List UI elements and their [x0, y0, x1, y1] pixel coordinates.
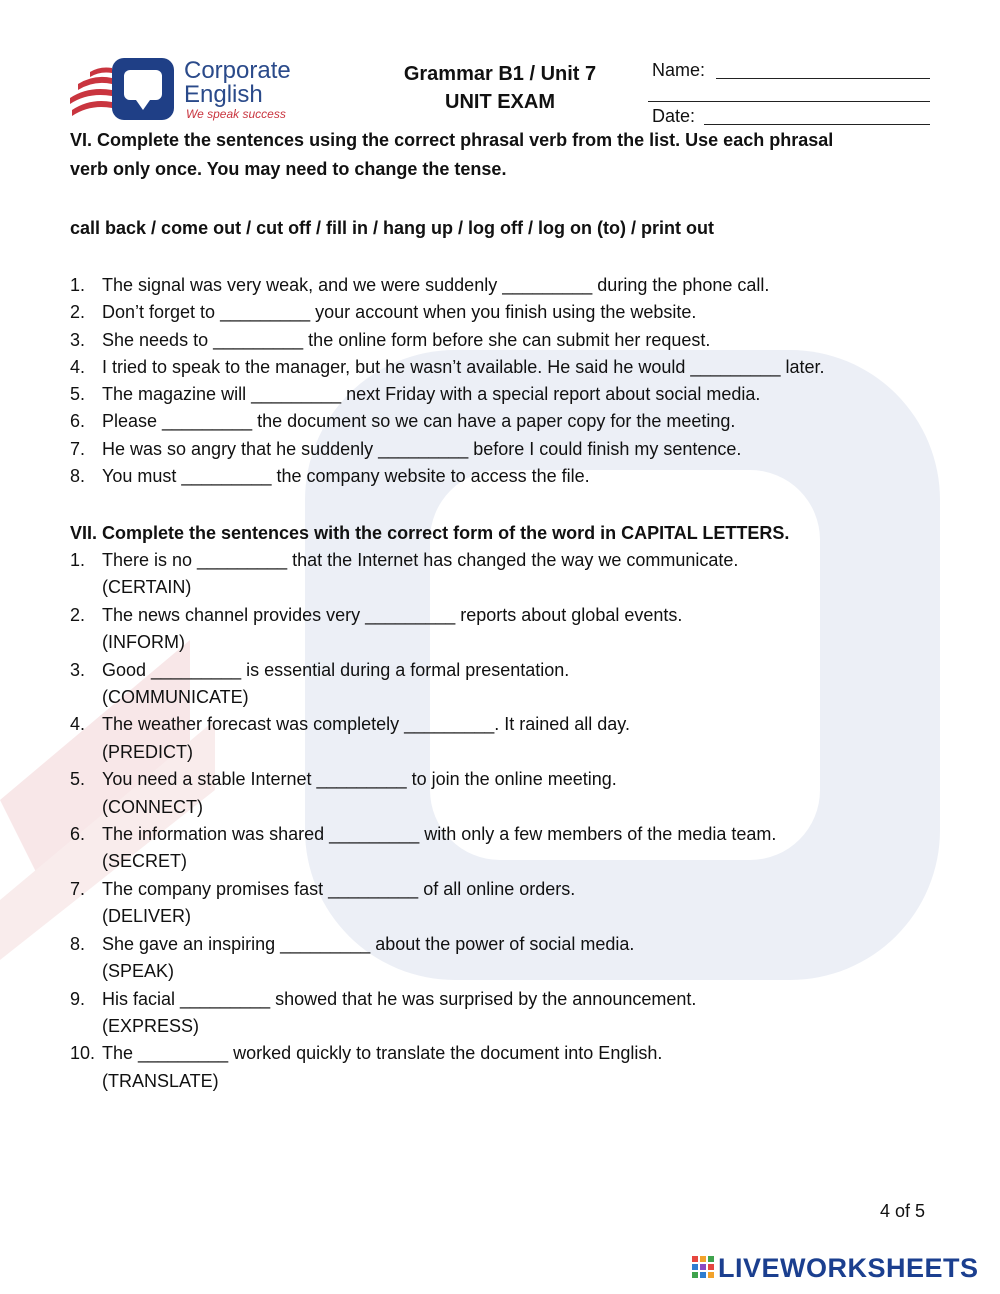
list-item: [70, 876, 776, 931]
item-text[interactable]: Don’t forget to _________ your account when you finish using the website.: [102, 302, 697, 323]
item-text[interactable]: She needs to _________ the online form before she can submit her request.: [102, 329, 711, 350]
item-number: 9.: [70, 988, 86, 1009]
date-label: Date:: [652, 106, 696, 126]
item-text[interactable]: The news channel provides very _________ reports about global events.: [102, 604, 683, 625]
section-6-word-list: call back / come out / cut off / fill in / hang up / log off / log on (to) / print out: [70, 218, 714, 238]
name-field[interactable]: [716, 78, 930, 79]
item-text[interactable]: The company promises fast _________ of all online orders.: [102, 878, 576, 899]
item-number: 2.: [70, 302, 86, 323]
item-text[interactable]: The magazine will _________ next Friday with a special report about social media.: [102, 384, 761, 405]
list-item: [70, 327, 824, 354]
list-item: [70, 931, 776, 986]
item-text[interactable]: His facial _________ showed that he was surprised by the announcement.: [102, 988, 697, 1009]
page-number: 4 of 5: [880, 1201, 926, 1221]
list-item: [70, 272, 824, 299]
item-text[interactable]: He was so angry that he suddenly _________ before I could finish my sentence.: [102, 438, 742, 459]
item-text[interactable]: Good _________ is essential during a formal presentation.: [102, 659, 570, 680]
list-item: [70, 408, 824, 435]
item-number: 10.: [70, 1043, 96, 1064]
item-text[interactable]: I tried to speak to the manager, but he wasn’t available. He said he would _________ later.: [102, 356, 825, 377]
name-extra-row: [648, 81, 932, 104]
item-word-cue: (COMMUNICATE): [102, 687, 249, 708]
list-item: [70, 602, 776, 657]
item-text[interactable]: She gave an inspiring _________ about the power of social media.: [102, 933, 635, 954]
item-number: 5.: [70, 769, 86, 790]
item-text[interactable]: There is no _________ that the Internet has changed the way we communicate.: [102, 550, 739, 570]
title-line-2: UNIT EXAM: [445, 91, 555, 113]
item-number: 4.: [70, 714, 86, 735]
item-text[interactable]: The weather forecast was completely _________. It rained all day.: [102, 714, 630, 735]
item-number: 3.: [70, 329, 86, 350]
item-word-cue: (SECRET): [102, 851, 187, 872]
item-text[interactable]: The signal was very weak, and we were suddenly _________ during the phone call.: [102, 275, 770, 295]
section-6-instruction: [70, 126, 833, 184]
item-text[interactable]: You must _________ the company website to access the file.: [102, 466, 590, 487]
item-number: 3.: [70, 659, 86, 680]
section-7-instruction: VII. Complete the sentences with the correct form of the word in CAPITAL LETTERS.: [70, 523, 790, 543]
list-item: [70, 1040, 776, 1095]
list-item: [70, 354, 824, 381]
item-word-cue: (DELIVER): [102, 906, 192, 927]
item-word-cue: (SPEAK): [102, 961, 175, 982]
corporate-english-logo: [68, 56, 308, 126]
logo-word-corporate: Corporate: [184, 57, 291, 84]
item-number: 6.: [70, 824, 86, 845]
name-field-continued[interactable]: [648, 101, 930, 102]
item-word-cue: (INFORM): [102, 632, 185, 653]
section-6-list: [70, 272, 824, 490]
list-item: [70, 381, 824, 408]
list-item: [70, 436, 824, 463]
name-date-fields: [648, 58, 932, 127]
item-number: 8.: [70, 933, 86, 954]
item-word-cue: (CERTAIN): [102, 577, 192, 598]
list-item: [70, 547, 776, 602]
item-word-cue: (EXPRESS): [102, 1015, 200, 1036]
item-text[interactable]: The _________ worked quickly to translate the document into English.: [102, 1043, 663, 1064]
item-number: 7.: [70, 438, 86, 459]
name-row: [648, 58, 932, 81]
logo-tagline: We speak success: [186, 107, 286, 121]
list-item: [70, 711, 776, 766]
item-number: 6.: [70, 411, 86, 432]
item-number: 8.: [70, 466, 86, 487]
list-item: [70, 821, 776, 876]
item-text[interactable]: The information was shared _________ with only a few members of the media team.: [102, 824, 777, 845]
item-number: 1.: [70, 550, 86, 570]
item-word-cue: (TRANSLATE): [102, 1070, 219, 1091]
item-word-cue: (CONNECT): [102, 796, 203, 817]
exam-title: [380, 60, 620, 116]
logo-word-english: English: [184, 81, 263, 108]
list-item: [70, 299, 824, 326]
list-item: [70, 766, 776, 821]
section-6-instruction-line-2: verb only once. You may need to change the tense.: [70, 159, 507, 179]
item-text[interactable]: You need a stable Internet _________ to join the online meeting.: [102, 769, 617, 790]
list-item: [70, 986, 776, 1041]
list-item: [70, 657, 776, 712]
section-7-list: [70, 547, 776, 1095]
item-text[interactable]: Please _________ the document so we can have a paper copy for the meeting.: [102, 411, 736, 432]
item-number: 2.: [70, 604, 86, 625]
item-number: 7.: [70, 878, 86, 899]
item-number: 1.: [70, 275, 86, 295]
section-6-instruction-line-1: VI. Complete the sentences using the correct phrasal verb from the list. Use each phrasal: [70, 130, 834, 150]
logo-flag-speech-icon: [68, 56, 180, 124]
item-number: 4.: [70, 356, 86, 377]
item-number: 5.: [70, 384, 86, 405]
name-label: Name:: [652, 60, 706, 80]
item-word-cue: (PREDICT): [102, 741, 193, 762]
list-item: [70, 463, 824, 490]
liveworksheets-wordmark: LIVEWORKSHEETS: [718, 1253, 979, 1283]
date-field[interactable]: [704, 124, 930, 125]
title-line-1: Grammar B1 / Unit 7: [403, 63, 597, 85]
date-row: [648, 104, 932, 127]
liveworksheets-icon: [692, 1256, 714, 1280]
